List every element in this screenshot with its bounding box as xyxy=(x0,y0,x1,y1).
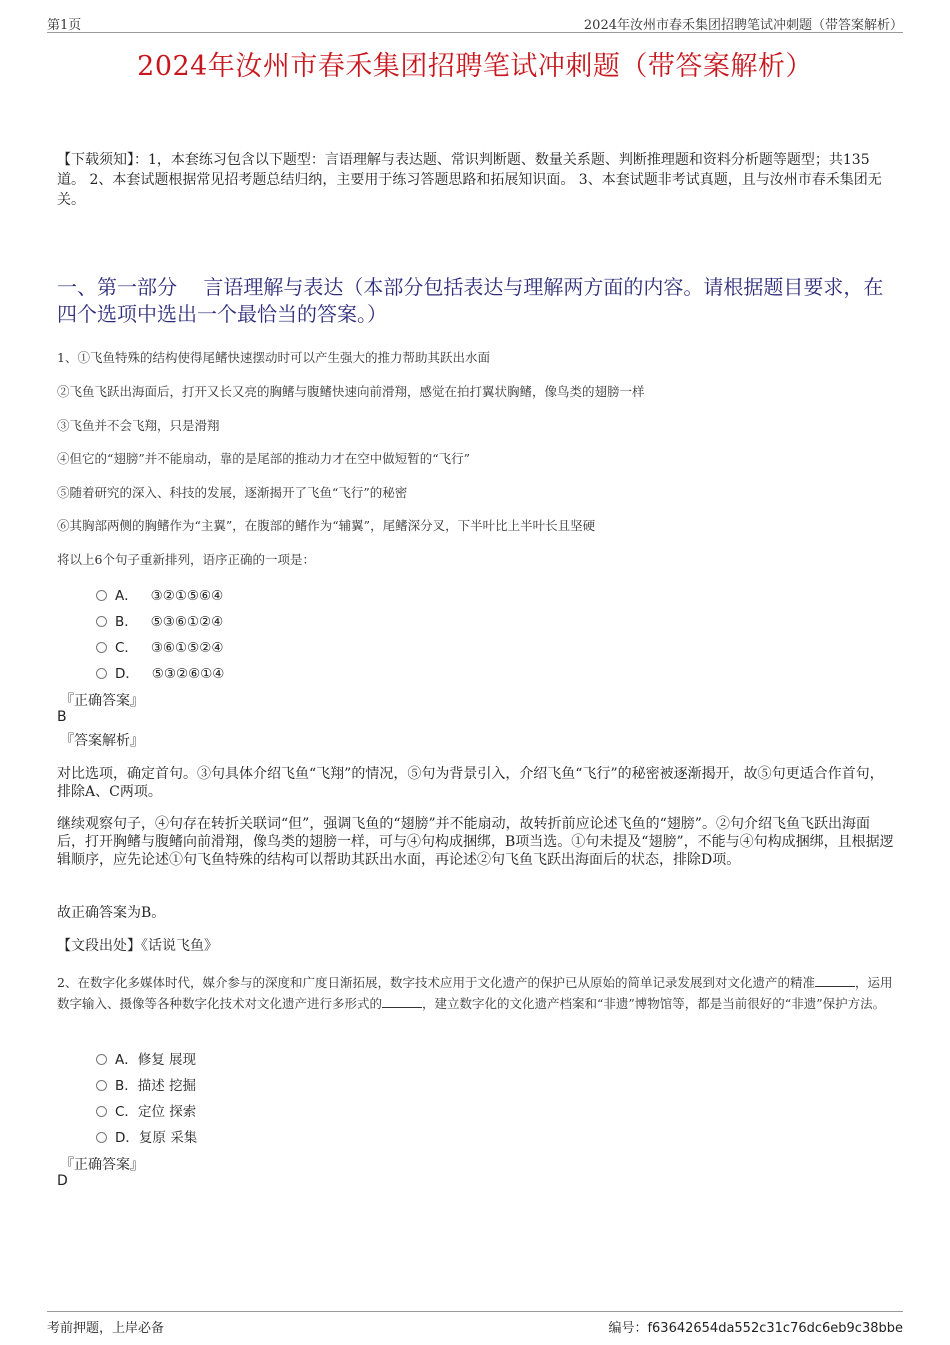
q1-sentence-6: ⑥其胸部两侧的胸鳍作为“主翼”，在腹部的鳍作为“辅翼”，尾鳍深分叉，下半叶比上半叶长且坚硬 xyxy=(57,518,596,533)
q1-analysis-3: 故正确答案为B。 xyxy=(57,905,166,921)
radio-icon[interactable] xyxy=(96,616,107,627)
option-text: ⑤③⑥①②④ xyxy=(150,614,224,630)
q1-option-a[interactable] xyxy=(96,584,223,604)
radio-icon[interactable] xyxy=(96,590,107,601)
option-key: A． xyxy=(115,588,138,604)
q1-option-b[interactable] xyxy=(96,610,223,630)
radio-icon[interactable] xyxy=(96,668,107,679)
option-text: 修复 展现 xyxy=(137,1052,197,1068)
q1-sentence-3: ③飞鱼并不会飞翔，只是滑翔 xyxy=(57,418,220,433)
page-number: 第1页 xyxy=(47,18,82,33)
q1-analysis-2: 继续观察句子，④句存在转折关联词“但”，强调飞鱼的“翅膀”并不能扇动，故转折前应论述飞鱼的“翅膀”。②句介绍飞鱼飞跃出海面后，打开胸鳍与腹鳍向前滑翔，像鸟类的翅膀一样，可与④句构成捆绑，B项当选。①句未提及“翅膀”，不能与④句构成捆绑，且根据逻辑顺序，应先论述①句飞鱼特殊的结构可以帮助其跃出水面，再论述②句飞鱼飞跃出海面后的状态，排除D项。 xyxy=(57,816,894,868)
document-title: 2024年汝州市春禾集团招聘笔试冲刺题（带答案解析） xyxy=(137,51,813,82)
q2-answer-label: 『正确答案』 xyxy=(60,1157,144,1173)
option-key: D． xyxy=(115,666,139,682)
option-text: 定位 探索 xyxy=(137,1104,197,1120)
q1-sentence-2: ②飞鱼飞跃出海面后，打开又长又亮的胸鳍与腹鳍快速向前滑翔，感觉在拍打翼状胸鳍，像鸟类的翅膀一样 xyxy=(57,384,645,399)
radio-icon[interactable] xyxy=(96,642,107,653)
option-text: 描述 挖掘 xyxy=(137,1078,197,1094)
q2-option-c[interactable] xyxy=(96,1100,196,1120)
q1-analysis-label: 『答案解析』 xyxy=(60,733,144,749)
q2-stem-a: 2、在数字化多媒体时代，媒介参与的深度和广度日渐拓展，数字技术应用于文化遗产的保护已从原始的简单记录发展到对文化遗产的精准 xyxy=(57,975,815,990)
q1-source: 【文段出处】《话说飞鱼》 xyxy=(57,938,218,954)
page-footer xyxy=(47,1311,903,1336)
option-key: B． xyxy=(115,614,138,630)
option-text: ③⑥①⑤②④ xyxy=(150,640,224,656)
option-text: ③②①⑤⑥④ xyxy=(150,588,224,604)
q1-option-c[interactable] xyxy=(96,636,223,656)
q1-answer-label: 『正确答案』 xyxy=(60,693,144,709)
section-title: 一、第一部分 言语理解与表达（本部分包括表达与理解两方面的内容。请根据题目要求，在四个选项中选出一个最恰当的答案。） xyxy=(57,275,884,326)
option-key: A． xyxy=(115,1052,138,1068)
option-text: 复原 采集 xyxy=(138,1130,198,1146)
option-key: B． xyxy=(115,1078,138,1094)
q1-sentence-1: 1、①飞鱼特殊的结构使得尾鳍快速摆动时可以产生强大的推力帮助其跃出水面 xyxy=(57,350,490,365)
q2-option-b[interactable] xyxy=(96,1074,196,1094)
q1-analysis-1: 对比选项，确定首句。③句具体介绍飞鱼“飞翔”的情况，⑤句为背景引入，介绍飞鱼“飞行”的秘密被逐渐揭开，故⑤句更适合作首句，排除A、C两项。 xyxy=(57,766,884,800)
q1-prompt: 将以上6个句子重新排列，语序正确的一项是： xyxy=(57,552,315,567)
q1-option-d[interactable] xyxy=(96,662,224,682)
option-key: C． xyxy=(115,1104,138,1120)
q2-option-d[interactable] xyxy=(96,1126,197,1146)
radio-icon[interactable] xyxy=(96,1080,107,1091)
download-notice: 【下载须知】：1，本套练习包含以下题型：言语理解与表达题、常识判断题、数量关系题、判断推理题和资料分析题等题型；共135道。 2、本套试题根据常见招考题总结归纳，主要用于练习答题思路和拓展知识面。 3、本套试题非考试真题，且与汝州市春禾集团无关。 xyxy=(57,152,882,208)
q2-option-a[interactable] xyxy=(96,1048,196,1068)
q1-sentence-5: ⑤随着研究的深入、科技的发展，逐渐揭开了飞鱼“飞行”的秘密 xyxy=(57,485,408,500)
option-text: ⑤③②⑥①④ xyxy=(151,666,225,682)
header-doc-title: 2024年汝州市春禾集团招聘笔试冲刺题（带答案解析） xyxy=(583,18,903,33)
radio-icon[interactable] xyxy=(96,1132,107,1143)
footer-code xyxy=(608,1317,903,1336)
q1-sentence-4: ④但它的“翅膀”并不能扇动，靠的是尾部的推动力才在空中做短暂的“飞行” xyxy=(57,451,471,466)
q1-answer: B xyxy=(57,709,67,725)
q2-blank-1 xyxy=(815,974,855,987)
q2-answer: D xyxy=(57,1173,68,1189)
radio-icon[interactable] xyxy=(96,1106,107,1117)
q2-stem xyxy=(57,972,897,1014)
q2-stem-b: ，运用数字输入、摄像等各种数字化技术对文化遗产进行多形式的 xyxy=(57,975,893,1011)
page-header xyxy=(47,14,903,33)
footer-code-value: f63642654da552c31c76dc6eb9c38bbe xyxy=(647,1321,903,1336)
q2-blank-2 xyxy=(382,995,422,1008)
option-key: D． xyxy=(115,1130,139,1146)
option-key: C． xyxy=(115,640,138,656)
footer-slogan: 考前押题，上岸必备 xyxy=(47,1321,165,1336)
q2-stem-c: ，建立数字化的文化遗产档案和“非遗”博物馆等，都是当前很好的“非遗”保护方法。 xyxy=(422,996,886,1011)
footer-code-label: 编号： xyxy=(608,1321,648,1336)
radio-icon[interactable] xyxy=(96,1054,107,1065)
